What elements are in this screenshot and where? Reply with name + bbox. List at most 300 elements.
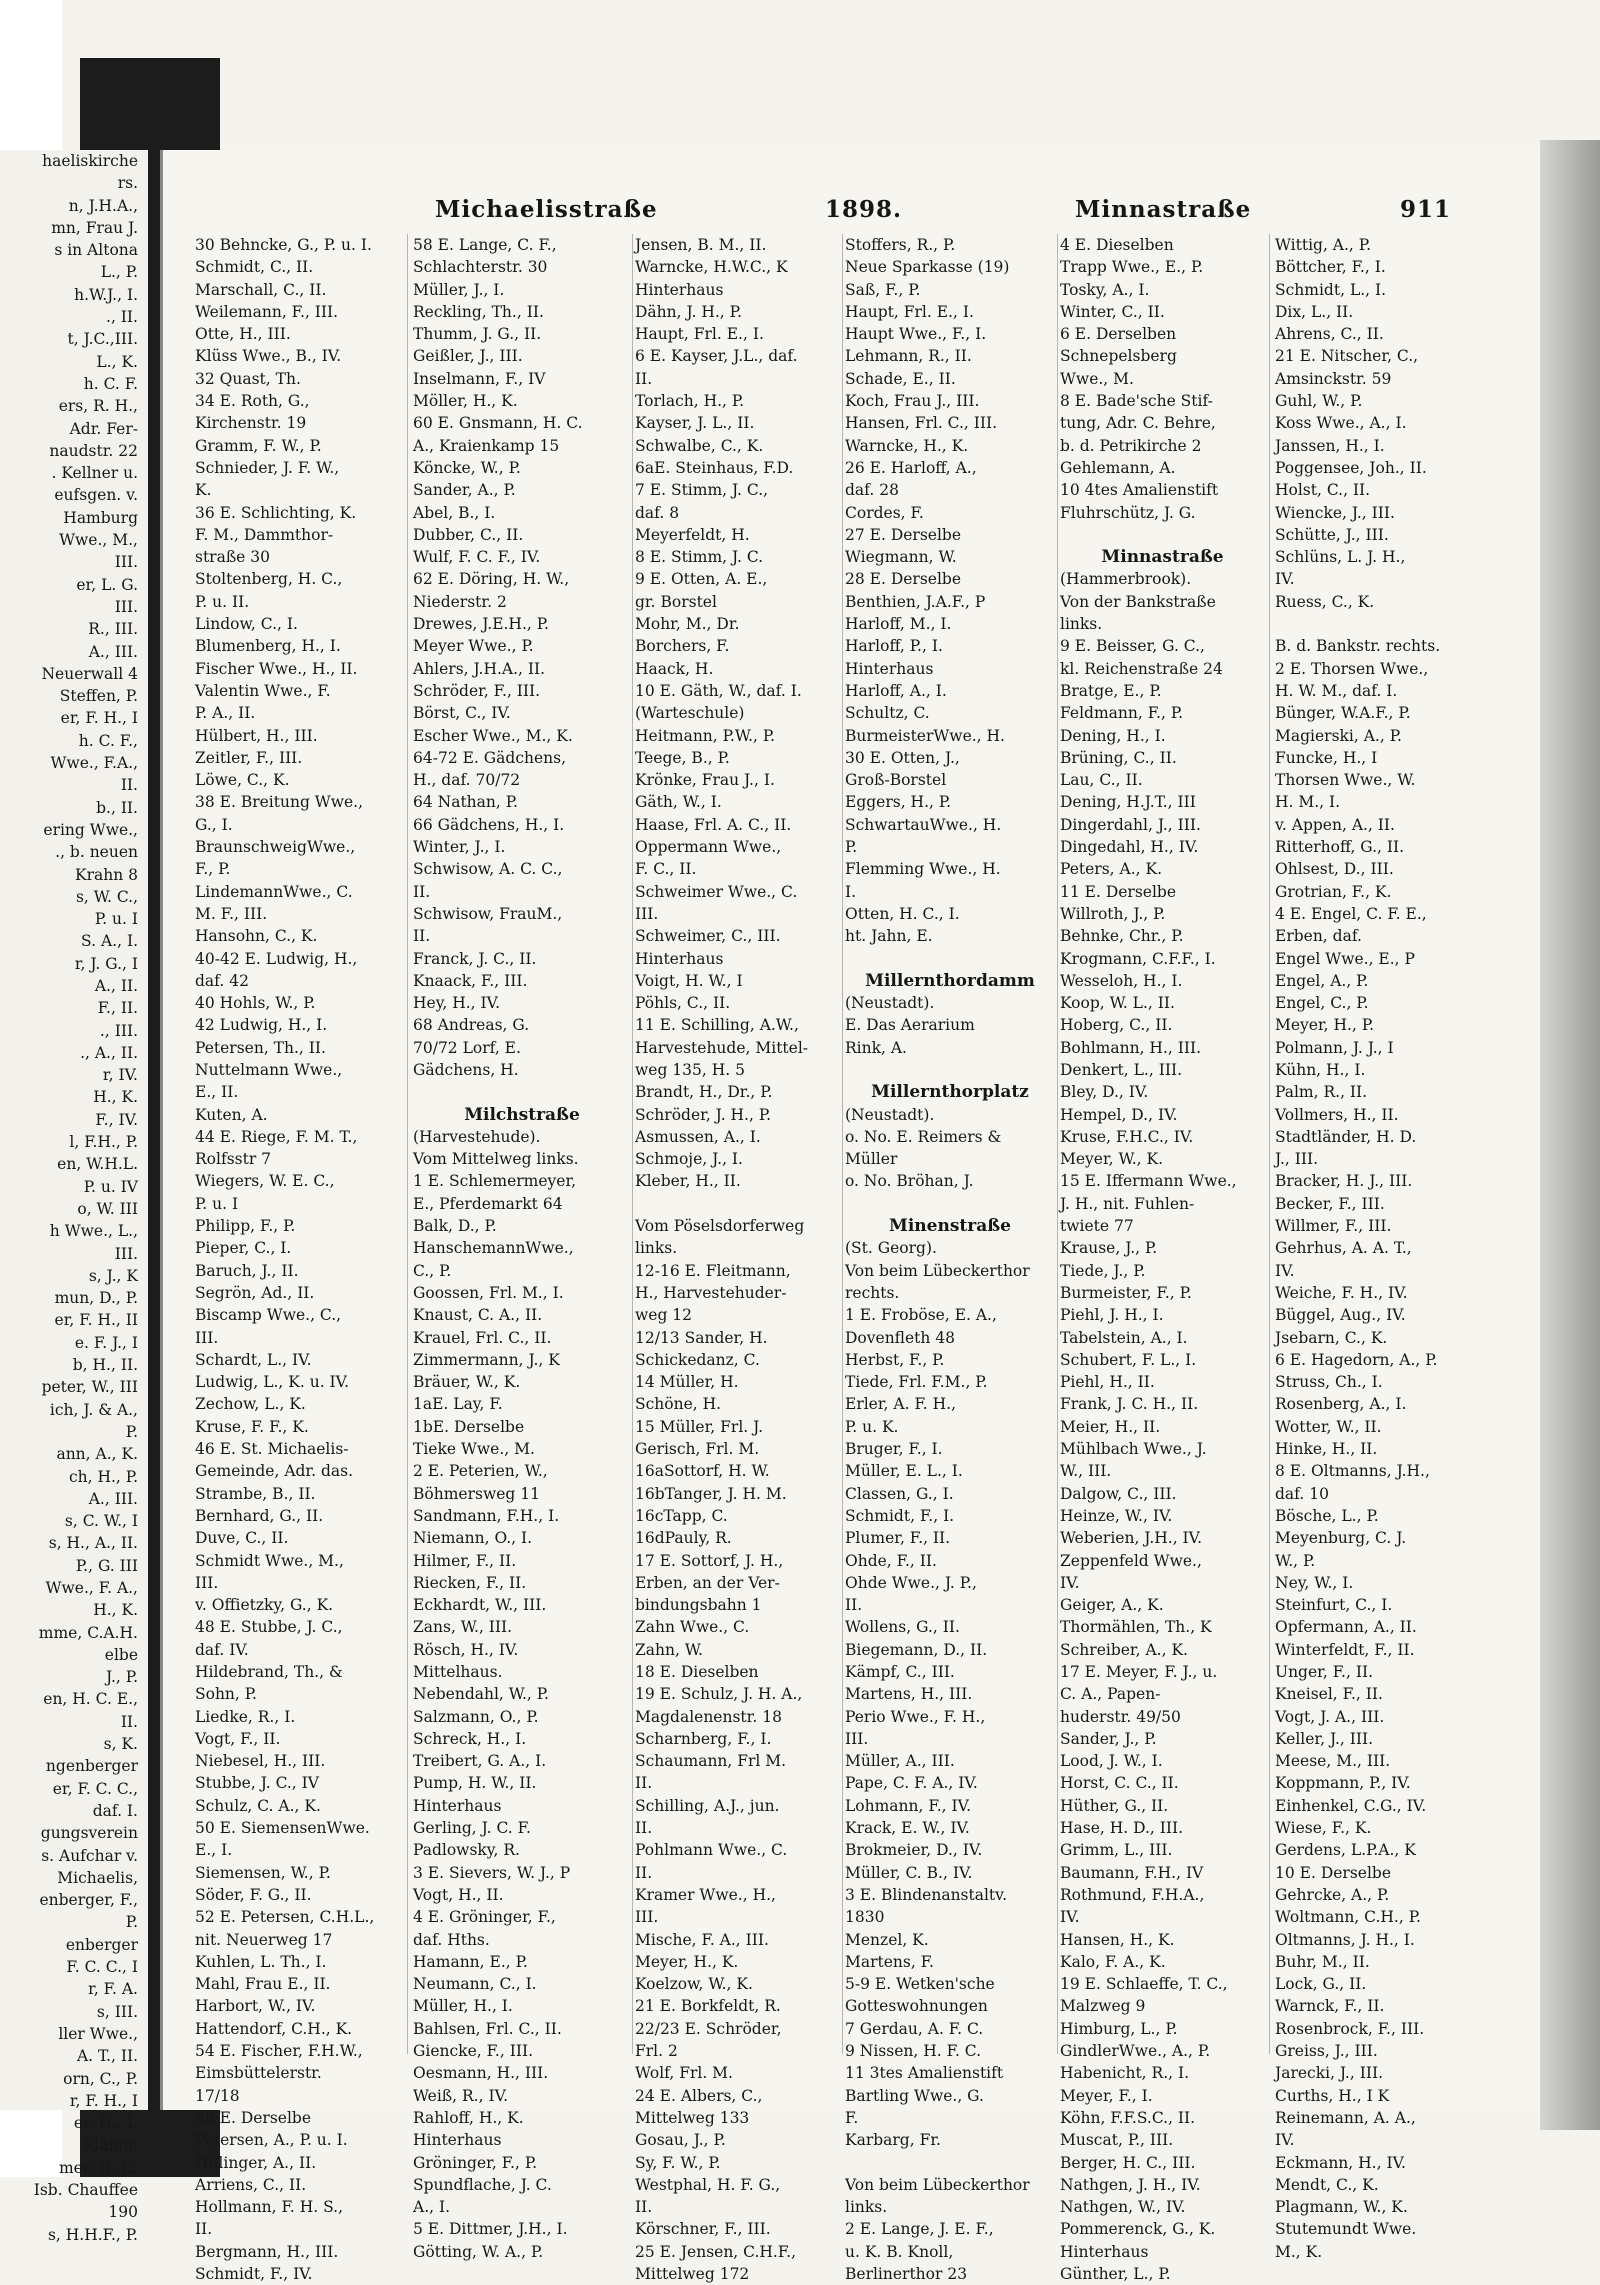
left-page-entry: en, W.H.L. (57, 1155, 138, 1174)
directory-entry: Wollens, G., II. (845, 1618, 960, 1637)
directory-entry: Ahrens, C., II. (1275, 325, 1384, 344)
directory-entry: Müller, C. B., IV. (845, 1863, 973, 1882)
directory-entry: Hoberg, C., II. (1060, 1016, 1173, 1035)
directory-entry: Rosenbrock, F., III. (1275, 2019, 1425, 2038)
directory-entry: Müller, A., III. (845, 1752, 955, 1771)
directory-entry: Keller, J., III. (1275, 1729, 1374, 1748)
left-page-entry: F., II. (97, 999, 138, 1018)
directory-entry: Millernthorplatz (871, 1082, 1029, 1103)
directory-entry: Schmidt, F., I. (845, 1506, 955, 1525)
directory-entry: 30 E. Otten, J., (845, 748, 960, 767)
directory-entry: Schaumann, Frl M. (635, 1752, 787, 1771)
directory-entry: Fischer Wwe., H., II. (195, 659, 358, 678)
directory-entry: Meyerfeldt, H. (635, 525, 750, 544)
directory-entry: Brüning, C., II. (1060, 748, 1177, 767)
left-page-entry: mn, Frau J. (51, 218, 138, 237)
left-page-entry: 190 (108, 2203, 138, 2222)
directory-entry: Büggel, Aug., IV. (1275, 1306, 1406, 1325)
left-page-entry: ., A., II. (80, 1043, 138, 1062)
directory-entry: Lohmann, F., IV. (845, 1796, 972, 1815)
directory-entry: (St. Georg). (845, 1239, 937, 1258)
directory-entry: Malzweg 9 (1060, 1997, 1146, 2016)
directory-entry: Schlachterstr. 30 (413, 258, 548, 277)
directory-entry: Kruse, F. F., K. (195, 1417, 309, 1436)
left-page-entry: A., III. (88, 1489, 138, 1508)
directory-entry: Borchers, F. (635, 637, 730, 656)
left-page-entry: t, J.C.,III. (67, 330, 138, 349)
directory-entry: Reinemann, A. A., (1275, 2108, 1416, 2127)
directory-entry: Ohde, F., II. (845, 1551, 937, 1570)
directory-entry: Niebesel, H., III. (195, 1752, 326, 1771)
directory-entry: Meyer Wwe., P. (413, 637, 534, 656)
directory-entry: Ludwig, L., K. u. IV. (195, 1373, 350, 1392)
directory-entry: 58 E. Lange, C. F., (413, 236, 557, 254)
directory-entry: Brokmeier, D., IV. (845, 1841, 983, 1860)
directory-entry: 19 E. Schlaeffe, T. C., (1060, 1975, 1228, 1994)
directory-entry: Heitmann, P.W., P. (635, 726, 776, 745)
directory-entry: (Neustadt). (845, 1105, 935, 1124)
directory-entry: ht. Jahn, E. (845, 927, 933, 946)
directory-entry: Trapp Wwe., E., P. (1060, 258, 1204, 277)
column-3 (635, 234, 841, 2284)
left-page-entry: er, L. G. (76, 575, 138, 594)
left-page-entry: F., IV. (95, 1110, 138, 1129)
directory-entry: Meese, M., III. (1275, 1752, 1391, 1771)
directory-entry: E., I. (195, 1841, 233, 1860)
directory-entry: Gotteswohnungen (845, 1997, 988, 2016)
left-page-entry: P. (125, 1422, 138, 1441)
directory-entry: Warnck, F., II. (1275, 1997, 1385, 2016)
directory-entry: Buhr, M., II. (1275, 1952, 1370, 1971)
directory-entry: Bruger, F., I. (845, 1440, 943, 1459)
page-number: 911 (1400, 196, 1452, 223)
directory-entry: Gemeinde, Adr. das. (195, 1462, 354, 1481)
directory-entry: Harloff, A., I. (845, 681, 947, 700)
directory-entry: Hinterhaus (635, 280, 724, 299)
directory-entry: Hattendorf, C.H., K. (195, 2019, 353, 2038)
directory-entry: Mohr, M., Dr. (635, 615, 740, 634)
directory-entry: Greiss, J., III. (1275, 2042, 1378, 2061)
directory-entry: Perio Wwe., F. H., (845, 1707, 986, 1726)
directory-entry: 16cTapp, C. (635, 1506, 728, 1525)
directory-entry: Becker, F., III. (1275, 1194, 1385, 1213)
left-page-entry: ich, J. & A., (49, 1400, 138, 1419)
directory-entry: 1aE. Lay, F. (413, 1395, 503, 1414)
directory-entry: F., P. (195, 860, 231, 879)
directory-entry: Klüss Wwe., B., IV. (195, 347, 342, 366)
directory-entry: Wiegmann, W. (845, 548, 957, 567)
directory-entry: 24 E. Albers, C., (635, 2086, 763, 2105)
directory-entry: Franck, J. C., II. (413, 949, 537, 968)
directory-entry: tung, Adr. C. Behre, (1060, 414, 1216, 433)
directory-entry: Kleber, H., II. (635, 1172, 741, 1191)
directory-entry: Wiencke, J., III. (1275, 503, 1395, 522)
left-street-heading: Michaelisstraße (435, 196, 658, 223)
directory-entry: BurmeisterWwe., H. (845, 726, 1005, 745)
directory-entry: 1 E. Froböse, E. A., (845, 1306, 997, 1325)
directory-entry: 1 E. Schlemermeyer, (413, 1172, 577, 1191)
directory-entry: Ney, W., I. (1275, 1573, 1354, 1592)
directory-entry: Flemming Wwe., H. (845, 860, 1001, 879)
left-page-entry: haeliskirche (42, 152, 138, 170)
directory-entry: Kämpf, C., III. (845, 1663, 955, 1681)
directory-entry: Wwe., M. (1060, 369, 1134, 388)
directory-entry: Hansen, H., K. (1060, 1930, 1175, 1949)
left-page-entry: Adr. Fer- (69, 419, 138, 438)
directory-entry: 9 E. Otten, A. E., (635, 570, 768, 589)
directory-entry: Horst, C. C., II. (1060, 1774, 1179, 1793)
directory-entry: Strambe, B., II. (195, 1484, 316, 1503)
directory-entry: Böttcher, F., I. (1275, 258, 1386, 277)
left-page-entry: ., II. (106, 308, 138, 327)
directory-entry: Tieke Wwe., M. (413, 1440, 535, 1459)
directory-entry: Unger, F., II. (1275, 1663, 1373, 1681)
directory-entry: II. (413, 927, 431, 946)
directory-entry: Saß, F., P. (845, 280, 921, 299)
directory-entry: 10 E. Derselbe (1275, 1863, 1392, 1882)
directory-entry: F. (845, 2108, 859, 2127)
directory-entry: Dix, L., II. (1275, 302, 1354, 321)
directory-entry: Schmidt Wwe., M., (195, 1551, 344, 1570)
directory-entry: Himburg, L., P. (1060, 2019, 1178, 2038)
directory-entry: Benthien, J.A.F., P (845, 592, 986, 611)
directory-entry: BraunschweigWwe., (195, 838, 356, 857)
directory-entry: (Hammerbrook). (1060, 570, 1192, 589)
directory-entry: 15 Müller, Frl. J. (635, 1417, 764, 1436)
left-page-entry: L., P. (100, 263, 138, 282)
directory-entry: Balk, D., P. (413, 1217, 497, 1236)
directory-entry: u. K. B. Knoll, (845, 2242, 954, 2261)
directory-entry: Ohlsest, D., III. (1275, 860, 1394, 879)
directory-entry: Kuhlen, L. Th., I. (195, 1952, 327, 1971)
directory-entry: Neue Sparkasse (19) (845, 258, 1010, 277)
directory-entry: Hilmer, F., II. (413, 1551, 517, 1570)
directory-entry: 3 E. Blindenanstaltv. (845, 1885, 1008, 1904)
directory-entry: Zimmermann, J., K (413, 1350, 560, 1369)
directory-entry: II. (635, 1774, 653, 1793)
directory-entry: Engel, A., P. (1275, 971, 1369, 990)
directory-entry: Frl. 2 (635, 2042, 678, 2061)
directory-entry: Nathgen, J. H., IV. (1060, 2175, 1201, 2194)
directory-entry: Heinze, W., IV. (1060, 1506, 1173, 1525)
directory-entry: (Neustadt). (845, 994, 935, 1013)
directory-entry: 21 E. Borkfeldt, R. (635, 1997, 781, 2016)
directory-entry: Karbarg, Fr. (845, 2131, 941, 2150)
directory-entry: Gehrcke, A., P. (1275, 1885, 1390, 1904)
directory-entry: Wiegers, W. E. C., (195, 1172, 335, 1191)
directory-entry: Hinterhaus (635, 949, 724, 968)
directory-entry: Dalgow, C., III. (1060, 1484, 1177, 1503)
directory-entry: 8 E. Bade'sche Stif- (1060, 392, 1213, 411)
directory-entry: Koop, W. L., II. (1060, 994, 1175, 1013)
directory-entry: Nathgen, W., IV. (1060, 2198, 1186, 2217)
directory-entry: Poggensee, Joh., II. (1275, 458, 1427, 477)
directory-entry: IV. (1275, 1261, 1295, 1280)
directory-entry: Pape, C. F. A., IV. (845, 1774, 978, 1793)
directory-entry: Einhenkel, C.G., IV. (1275, 1796, 1427, 1815)
directory-entry: Vogt, F., II. (195, 1729, 281, 1748)
column-separator (632, 234, 633, 2054)
directory-entry: Ohde Wwe., J. P., (845, 1573, 977, 1592)
left-page-entry: A. T., II. (76, 2047, 138, 2066)
directory-entry: Lood, J. W., I. (1060, 1752, 1163, 1771)
directory-entry: Hinterhaus (845, 659, 934, 678)
left-page-entry: J., P. (105, 1668, 138, 1687)
directory-entry: daf. 10 (1275, 1484, 1329, 1503)
directory-entry: Geiger, A., K. (1060, 1596, 1164, 1615)
directory-entry: daf. 42 (195, 971, 249, 990)
directory-entry: Piehl, J. H., I. (1060, 1306, 1164, 1325)
directory-entry: Pohlmann Wwe., C. (635, 1841, 788, 1860)
directory-entry: Thumm, J. G., II. (413, 325, 542, 344)
directory-entry: 9 E. Beisser, G. C., (1060, 637, 1205, 656)
directory-entry: II. (635, 369, 653, 388)
directory-entry: Hinterhaus (413, 1796, 502, 1815)
directory-entry: Bley, D., IV. (1060, 1083, 1149, 1102)
directory-entry: Schubert, F. L., I. (1060, 1350, 1197, 1369)
left-page-entry: elbe (104, 1645, 138, 1664)
directory-entry: 4 E. Engel, C. F. E., (1275, 904, 1427, 923)
directory-entry: Otte, H., III. (195, 325, 291, 344)
left-page-entry: s in Altona (54, 241, 138, 260)
directory-entry: Schwisow, A. C. C., (413, 860, 563, 879)
left-page-entry: r, F. H., I (69, 2091, 138, 2110)
directory-entry: Peters, A., K. (1060, 860, 1163, 879)
directory-entry: Warncke, H.W.C., K (635, 258, 788, 277)
directory-entry: 44 E. Riege, F. M. T., (195, 1127, 358, 1146)
directory-entry: Schwalbe, C., K. (635, 436, 764, 455)
directory-entry: Hansohn, C., K. (195, 927, 318, 946)
directory-entry: III. (195, 1573, 219, 1592)
directory-entry: Krauel, Frl. C., II. (413, 1328, 552, 1347)
directory-entry: Opfermann, A., II. (1275, 1618, 1417, 1637)
directory-entry: Ahlers, J.H.A., II. (413, 659, 546, 678)
directory-entry: Schnepelsberg (1060, 347, 1177, 366)
directory-entry: 64 Nathan, P. (413, 793, 518, 812)
directory-entry: Winter, C., II. (1060, 302, 1165, 321)
directory-entry: v. Appen, A., II. (1275, 815, 1395, 834)
directory-entry: Gröninger, F., P. (413, 2153, 538, 2172)
directory-entry (845, 948, 1055, 970)
directory-entry: Warncke, H., K. (845, 436, 969, 455)
left-page-entry: s, III. (96, 2002, 138, 2021)
directory-entry: 64-72 E. Gädchens, (413, 748, 567, 767)
directory-columns (195, 234, 1445, 2284)
directory-entry: II. (413, 882, 431, 901)
directory-entry: IV. (1275, 570, 1295, 589)
directory-entry: Hüther, G., II. (1060, 1796, 1169, 1815)
directory-entry: Bahlsen, Frl. C., II. (413, 2019, 562, 2038)
directory-entry: 36 E. Schlichting, K. (195, 503, 357, 522)
directory-entry: II. (845, 1596, 863, 1615)
directory-entry: 19 E. Schulz, J. H. A., (635, 1685, 803, 1704)
directory-entry: Baumann, F.H., IV (1060, 1863, 1204, 1882)
directory-entry: Hinterhaus (1060, 2242, 1149, 2261)
directory-entry: Herbst, F., P. (845, 1350, 945, 1369)
left-page-entry: Steffen, P. (59, 687, 138, 706)
directory-entry: Stoltenberg, H. C., (195, 570, 343, 589)
directory-entry: Pommerenck, G., K. (1060, 2220, 1216, 2239)
directory-entry: Ruess, C., K. (1275, 592, 1375, 611)
directory-entry: Blumenberg, H., I. (195, 637, 341, 656)
directory-entry: straße 30 (195, 548, 271, 567)
directory-entry: Meier, H., II. (1060, 1417, 1161, 1436)
directory-entry: Sander, A., P. (413, 481, 516, 500)
directory-entry: Salzmann, O., P. (413, 1707, 539, 1726)
directory-entry: Weiche, F. H., IV. (1275, 1283, 1408, 1302)
directory-entry: Thorsen Wwe., W. (1275, 771, 1416, 790)
directory-entry: Harbort, W., IV. (195, 1997, 316, 2016)
directory-entry: Gäth, W., I. (635, 793, 722, 812)
left-page-entry: b., II. (96, 798, 138, 817)
left-page-entry: l, F.H., P. (69, 1133, 138, 1152)
directory-entry: Schreiber, A., K. (1060, 1640, 1188, 1659)
directory-entry: Biegemann, D., II. (845, 1640, 988, 1659)
directory-entry: bindungsbahn 1 (635, 1596, 762, 1615)
directory-entry: 21 E. Nitscher, C., (1275, 347, 1419, 366)
directory-entry: Schmidt, L., I. (1275, 280, 1387, 299)
directory-entry: Schardt, L., IV. (195, 1350, 312, 1369)
directory-entry: Koppmann, P., IV. (1275, 1774, 1411, 1793)
left-page-entry: enberger (65, 1935, 138, 1954)
directory-entry: J. H., nit. Fuhlen- (1060, 1194, 1195, 1213)
directory-entry: 42 Ludwig, H., I. (195, 1016, 328, 1035)
directory-entry: H., daf. 70/72 (413, 771, 521, 790)
directory-entry: Neumann, C., I. (413, 1975, 537, 1994)
left-page-entry: Michaelis, (57, 1868, 138, 1887)
directory-entry (1275, 613, 1445, 635)
left-page-entry: ngenberger (45, 1757, 138, 1776)
directory-entry: 27 E. Derselbe (845, 525, 962, 544)
directory-entry: Koelzow, W., K. (635, 1975, 753, 1994)
directory-entry: Löwe, C., K. (195, 771, 290, 790)
directory-entry: 6 E. Kayser, J.L., daf. (635, 347, 798, 366)
directory-entry: Erben, an der Ver- (635, 1573, 780, 1592)
directory-entry: III. (845, 1729, 869, 1748)
directory-entry (1060, 524, 1265, 546)
directory-entry: Dovenfleth 48 (845, 1328, 956, 1347)
column-separator (1269, 234, 1270, 2054)
directory-entry: Bösche, L., P. (1275, 1506, 1379, 1525)
directory-entry: Kalo, F. A., K. (1060, 1952, 1166, 1971)
left-page-entry: naudstr. 22 (49, 441, 138, 460)
directory-entry: 50 E. SiemensenWwe. (195, 1819, 370, 1838)
directory-entry: 10 4tes Amalienstift (1060, 481, 1219, 500)
left-page-entry: h Wwe., L., (49, 1222, 138, 1241)
directory-entry (845, 1059, 1055, 1081)
directory-entry: Petersen, A., P. u. I. (195, 2131, 348, 2150)
directory-entry: Mittelweg 133 (635, 2108, 750, 2127)
directory-entry: Sandmann, F.H., I. (413, 1506, 560, 1525)
directory-entry: Kühn, H., I. (1275, 1060, 1366, 1079)
directory-entry: 9 Nissen, H. F. C. (845, 2042, 982, 2061)
column-1 (195, 234, 403, 2284)
directory-entry: Dening, H., I. (1060, 726, 1166, 745)
directory-entry: Stadtländer, H. D. (1275, 1127, 1417, 1146)
directory-entry: Janssen, H., I. (1275, 436, 1385, 455)
directory-entry: Denkert, L., III. (1060, 1060, 1183, 1079)
directory-entry: A., I. (413, 2198, 451, 2217)
directory-entry: Vogt, H., II. (413, 1885, 504, 1904)
directory-entry: Jensen, B. M., II. (635, 236, 767, 254)
directory-entry: Engel, C., P. (1275, 994, 1369, 1013)
directory-entry: A., Kraienkamp 15 (413, 436, 560, 455)
directory-entry: Schröder, J. H., P. (635, 1105, 772, 1124)
directory-entry: 16dPauly, R. (635, 1529, 732, 1548)
directory-entry: Köncke, W., P. (413, 458, 521, 477)
directory-entry: Von der Bankstraße (1060, 592, 1216, 611)
directory-entry: Harvestehude, Mittel- (635, 1038, 809, 1057)
directory-entry: Haase, Frl. A. C., II. (635, 815, 792, 834)
directory-entry: 2 E. Lange, J. E. F., (845, 2220, 994, 2239)
directory-entry: Rolfsstr 7 (195, 1150, 272, 1169)
directory-entry: 46 E. St. Michaelis- (195, 1440, 349, 1459)
directory-entry: Hey, H., IV. (413, 994, 501, 1013)
directory-entry: Vom Pöselsdorferweg (635, 1217, 805, 1236)
directory-entry: 16bTanger, J. H. M. (635, 1484, 787, 1503)
directory-entry: kl. Reichenstraße 24 (1060, 659, 1223, 678)
directory-entry: Börst, C., IV. (413, 704, 511, 723)
directory-entry: III. (635, 1908, 659, 1927)
directory-entry: Stubbe, J. C., IV (195, 1774, 319, 1793)
directory-entry: Krogmann, C.F.F., I. (1060, 949, 1216, 968)
directory-entry: 6 E. Hagedorn, A., P. (1275, 1350, 1438, 1369)
directory-entry: Holst, C., II. (1275, 481, 1371, 500)
directory-entry: Müller (845, 1150, 898, 1169)
directory-entry: Schnieder, J. F. W., (195, 458, 340, 477)
directory-entry: nit. Neuerweg 17 (195, 1930, 333, 1949)
left-page-entry: er, F. C. C., (52, 1779, 138, 1798)
directory-entry: Vogt, J. A., III. (1275, 1707, 1385, 1726)
directory-entry: Erler, A. F. H., (845, 1395, 957, 1414)
directory-entry: K. (195, 481, 212, 500)
directory-entry: Pump, H. W., II. (413, 1774, 537, 1793)
directory-entry: Drewes, J.E.H., P. (413, 615, 549, 634)
directory-entry: Cordes, F. (845, 503, 924, 522)
directory-entry: Biscamp Wwe., C., (195, 1306, 342, 1325)
directory-entry: Lau, C., II. (1060, 771, 1143, 790)
left-page-entry: orn, C., P. (63, 2069, 138, 2088)
directory-entry: o. No. Bröhan, J. (845, 1172, 974, 1191)
directory-entry: 30 Behncke, G., P. u. I. (195, 236, 372, 254)
directory-entry: Dingerdahl, J., III. (1060, 815, 1201, 834)
directory-entry: Schweimer Wwe., C. (635, 882, 798, 901)
left-page-fragment (0, 150, 148, 2244)
directory-entry: C. A., Papen- (1060, 1685, 1161, 1704)
directory-entry: Eggers, H., P. (845, 793, 952, 812)
directory-entry: III. (195, 1328, 219, 1347)
directory-entry: Guhl, W., P. (1275, 392, 1363, 411)
directory-entry: Minenstraße (889, 1216, 1011, 1237)
directory-entry: P. u. I (195, 1194, 239, 1213)
directory-entry: Eimsbüttelerstr. (195, 2064, 322, 2083)
directory-entry: Rösch, H., IV. (413, 1640, 519, 1659)
directory-entry: Piehl, H., II. (1060, 1373, 1155, 1392)
directory-entry: 60 E. Gnsmann, H. C. (413, 414, 583, 433)
directory-entry: Hollmann, F. H. S., (195, 2198, 344, 2217)
directory-entry: 40-42 E. Ludwig, H., (195, 949, 358, 968)
directory-entry: Rothmund, F.H.A., (1060, 1885, 1205, 1904)
directory-entry: 66 Gädchens, H., I. (413, 815, 565, 834)
left-page-entry: h.W.J., I. (74, 285, 138, 304)
directory-entry: P. u. K. (845, 1417, 899, 1436)
directory-entry: 1830 (845, 1908, 885, 1927)
directory-entry: 6aE. Steinhaus, F.D. (635, 458, 794, 477)
directory-entry: Hamann, E., P. (413, 1952, 528, 1971)
directory-entry: III. (635, 904, 659, 923)
directory-entry: (Harvestehude). (413, 1127, 541, 1146)
column-6 (1275, 234, 1445, 2261)
